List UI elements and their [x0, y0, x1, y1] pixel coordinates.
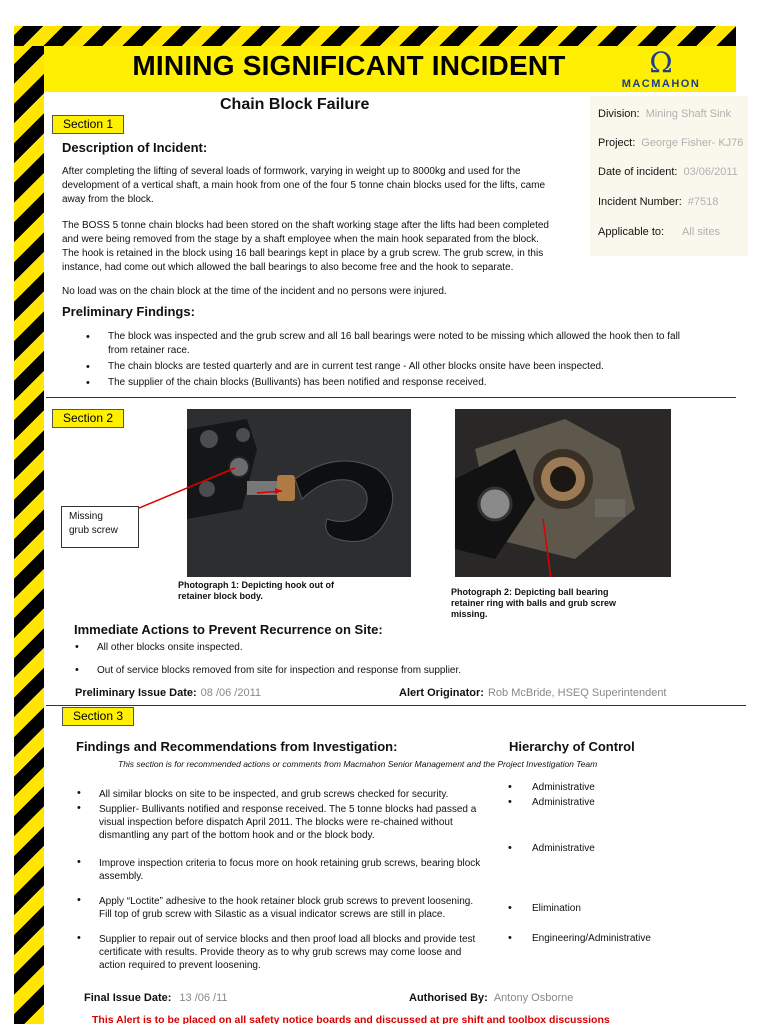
findings-recommendations-heading: Findings and Recommendations from Investigation:	[76, 739, 398, 754]
recommendation-item: Supplier- Bullivants notified and response received. The 5 tonne blocks had passed a visual inspection before dispatch April 2011. The blocks were re-chained without dismantling any part of the bottom hook and or the block body.	[99, 804, 477, 841]
section-3-tag: Section 3	[62, 707, 134, 726]
preliminary-issue-date: Preliminary Issue Date: 08 /06 /2011	[75, 687, 262, 699]
photograph-2	[455, 409, 671, 577]
page-title: MINING SIGNIFICANT INCIDENT	[132, 50, 566, 81]
bullet: •	[77, 894, 81, 906]
list-item: • The chain blocks are tested quarterly and are in current test range - All other blocks onsite have been inspected.	[62, 360, 732, 374]
recommendation-item: Apply “Loctite” adhesive to the hook retainer block grub screws to prevent loosening. Fill top of grub screw with Silastic as a visual indicator screws are still in place.	[99, 896, 474, 920]
list-item: • The supplier of the chain blocks (Bullivants) has been notified and response received.	[62, 376, 732, 390]
bullet: •	[75, 641, 79, 653]
info-applicable: Applicable to: All sites	[598, 226, 720, 238]
bullet: •	[77, 856, 81, 868]
callout-arrow	[139, 464, 239, 514]
recommendation-item: Improve inspection criteria to focus more on hook retaining grub screws, bearing block assembly.	[99, 858, 481, 882]
hierarchy-item: Elimination	[532, 903, 581, 914]
hierarchy-item: Administrative	[532, 782, 595, 793]
incident-subtitle: Chain Block Failure	[220, 96, 370, 113]
bullet: •	[75, 664, 79, 676]
bullet: •	[508, 932, 512, 944]
bullet: •	[508, 796, 512, 808]
hierarchy-item: Administrative	[532, 797, 595, 808]
info-date: Date of incident: 03/06/2011	[598, 166, 738, 178]
hierarchy-of-control-heading: Hierarchy of Control	[509, 739, 635, 754]
description-paragraph-3: No load was on the chain block at the time of the incident and no persons were injured.	[62, 286, 447, 297]
macmahon-logo	[606, 46, 716, 92]
bearing-photo-image	[455, 409, 671, 577]
bullet: •	[77, 787, 81, 799]
missing-grub-screw-callout: Missing grub screw	[61, 506, 139, 548]
authorised-by: Authorised By: Antony Osborne	[409, 992, 574, 1004]
list-item: • The block was inspected and the grub screw and all 16 ball bearings were noted to be missing which allowed the hook then to fall from retainer race.	[62, 330, 732, 358]
hierarchy-item: Engineering/Administrative	[532, 933, 651, 944]
action-item: Out of service blocks removed from site for inspection and response from supplier.	[97, 665, 462, 676]
info-incident-number: Incident Number: #7518	[598, 196, 719, 208]
description-paragraph-2: The BOSS 5 tonne chain blocks had been stored on the shaft working stage after the lifts had been completed and were being removed from the stage by a shaft employee when the main hook separated from the block. The hook is retained in the block using 16 ball bearings kept in place by a grub screw. The grub screw, in this instance, had come out which allowed the ball bearings to also become free and the hook to separate.	[62, 220, 549, 273]
alert-originator: Alert Originator: Rob McBride, HSEQ Superintendent	[399, 687, 667, 699]
action-item: All other blocks onsite inspected.	[97, 642, 243, 653]
bullet: •	[77, 932, 81, 944]
hazard-stripe-left	[14, 46, 44, 1024]
preliminary-findings-heading: Preliminary Findings:	[62, 304, 195, 319]
bullet: •	[77, 802, 81, 814]
final-issue-date: Final Issue Date: 13 /06 /11	[84, 992, 228, 1004]
hazard-stripe-top	[14, 26, 736, 46]
bullet: •	[508, 781, 512, 793]
section-2-tag: Section 2	[52, 409, 124, 428]
immediate-actions-heading: Immediate Actions to Prevent Recurrence on Site:	[74, 622, 383, 637]
omega-logo-icon: Ω	[649, 46, 673, 79]
info-division: Division: Mining Shaft Sink	[598, 108, 732, 120]
divider	[46, 397, 736, 398]
description-heading: Description of Incident:	[62, 140, 208, 155]
recommendation-item: All similar blocks on site to be inspected, and grub screws checked for security.	[99, 789, 449, 800]
logo-text: MACMAHON	[621, 78, 701, 90]
footer-warning: This Alert is to be placed on all safety notice boards and discussed at pre shift and toolbox discussions	[92, 1014, 610, 1024]
hierarchy-item: Administrative	[532, 843, 595, 854]
bullet: •	[508, 902, 512, 914]
description-paragraph-1: After completing the lifting of several loads of formwork, varying in weight up to 8000kg and used for the development of a vertical shaft, a main hook from one of the four 5 tonne chain blocks used for the lifts, came away from the block.	[62, 166, 546, 205]
photograph-2-caption: Photograph 2: Depicting ball bearing retainer ring with balls and grub screw missing.	[451, 587, 617, 619]
info-project: Project: George Fisher- KJ76	[598, 137, 744, 149]
section-1-tag: Section 1	[52, 115, 124, 134]
preliminary-findings-list	[62, 330, 732, 392]
bullet: •	[508, 842, 512, 854]
photograph-1-caption: Photograph 1: Depicting hook out of retainer block body.	[178, 580, 334, 601]
divider	[46, 705, 746, 706]
section-3-note: This section is for recommended actions or comments from Macmahon Senior Management and the Project Investigation Team	[118, 759, 598, 769]
recommendation-item: Supplier to repair out of service blocks and then proof load all blocks and provide test certificate with results. Provide theory as to why grub screws may come loose and action required to prevent loosening.	[99, 934, 476, 971]
